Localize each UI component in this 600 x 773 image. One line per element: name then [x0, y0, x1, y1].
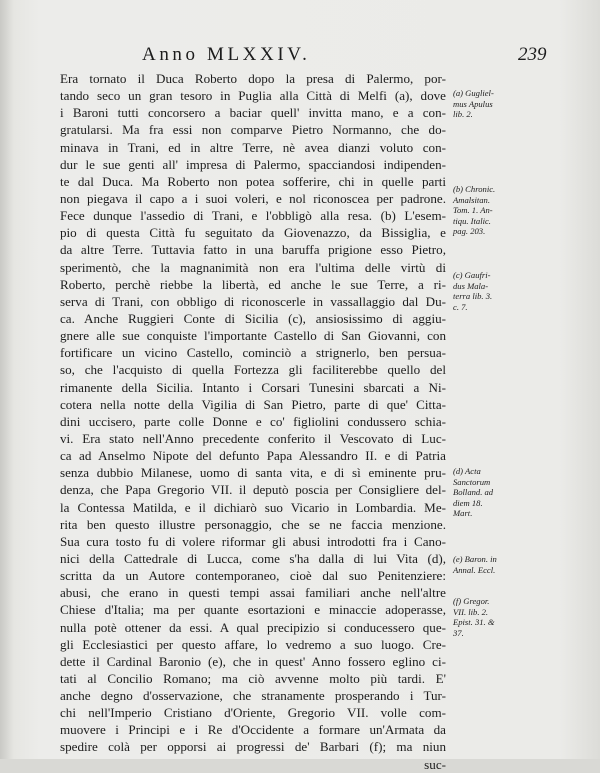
margin-note-line: 37. [453, 627, 464, 638]
margin-note [453, 270, 503, 312]
margin-note-line: (f) Gregor. [453, 596, 490, 606]
text-line: nulla potè ottener da essi. A qual precipizio si conducessero que- [60, 619, 446, 635]
text-line: denza, che Papa Gregorio VII. il deputò poscia per Consigliere del- [60, 482, 446, 498]
margin-note-line: lib. 2. [453, 109, 473, 120]
margin-note-line: VII. lib. 2. [453, 606, 489, 617]
text-line: vi. Era stato nell'Anno precedente conferito il Vescovato di Luc- [60, 430, 446, 446]
text-line: gli Ecclesiastici per questo affare, lo vedremo a suo luogo. Cre- [60, 636, 446, 652]
text-line: rimanente della Sicilia. Intanto i Corsari Tunesini sbarcati a Ni- [60, 379, 446, 395]
text-line: Fece dunque l'assedio di Trani, e l'obbligò alla resa. (b) L'esem- [60, 208, 446, 224]
margin-note-line: Epist. 31. & [453, 617, 495, 628]
text-line: la Contessa Matilda, e il dichiarò suo Vicario in Lombardia. Me- [60, 499, 446, 515]
margin-note [453, 88, 503, 120]
text-line: dur le sue genti all' impresa di Palermo, spacciandosi indipenden- [60, 156, 446, 172]
text-line: suc- [424, 756, 446, 772]
text-line: tando seco un gran tesoro in Puglia alla Città di Melfi (a), dove [60, 88, 446, 104]
margin-note-line: Tom. 1. An- [453, 205, 493, 216]
text-line: nici della Cattedrale di Lucca, come s'ha dalla di lui Vita (d), [60, 550, 446, 566]
text-line: dini uccisero, parte colle Donne e co' figliolini condussero schia- [60, 413, 446, 429]
text-line: pio di questa Città fu seguitato da Giovenazzo, da Bissiglia, e [60, 225, 446, 241]
margin-note-line: Mart. [453, 508, 473, 519]
margin-note-line: mus Apulus [453, 98, 493, 109]
text-line: minava in Trani, ed in altre Terre, nè avea dianzi voluto con- [60, 139, 446, 155]
text-line: senza dubbio Milanese, uomo di santa vita, e di sì eminente pru- [60, 465, 446, 481]
text-line: scritta da un Autore contemporaneo, cioè dal suo Penitenziere: [60, 568, 446, 584]
margin-note-line: (c) Gaufri- [453, 270, 491, 280]
text-line: Era tornato il Duca Roberto dopo la presa di Palermo, por- [60, 71, 446, 86]
margin-note-line: Bolland. ad [453, 487, 494, 498]
text-line: Chiese d'Italia; ma per quante esortazioni e minaccie adoperasse, [60, 602, 446, 618]
text-line: i Baroni tutti concorsero a baciar quell' invitta mano, e a con- [60, 105, 446, 121]
text-line: cotera nella notte della Vigilia di San Pietro, parte di que' Citta- [60, 396, 446, 412]
text-line: spedire colà per opporsi ai progressi de' Barbari (f); ma niun [60, 739, 446, 755]
text-line: Roberto, perchè riebbe la libertà, ed anche le sue Terre, a ri- [60, 276, 446, 292]
margin-note-line: Annal. Eccl. [453, 564, 496, 575]
margin-note-line: c. 7. [453, 301, 468, 312]
margin-note-line: (e) Baron. in [453, 554, 497, 564]
text-line: sperimentò, che la magnanimità non era l'ultima delle virtù di [60, 259, 446, 275]
text-line: Sua cura tosto fu di volere riformar gli abusi introdotti fra i Cano- [60, 533, 446, 549]
margin-note-line: tiqu. Italic. [453, 215, 491, 226]
running-title: Anno MLXXIV. [142, 44, 311, 65]
margin-note-line: diem 18. [453, 497, 483, 508]
text-line: non piegava il capo a i suoi voleri, e nol riconoscea per padrone. [60, 190, 446, 206]
text-line: muovere i Principi e i Re d'Occidente a formare un'Armata da [60, 722, 446, 738]
text-line: ca. Anche Ruggieri Conte di Sicilia (c), ansiosissimo di aggiu- [60, 310, 446, 326]
text-line: so, che l'acquisto di quella Fortezza gli faciliterebbe quello del [60, 362, 446, 378]
text-line: abusi, che erano in questi tempi assai familiari anche nell'altre [60, 585, 446, 601]
margin-note [453, 554, 503, 575]
text-line: ca ad Anselmo Nipote del defunto Papa Alessandro II. e di Patria [60, 448, 446, 464]
margin-note [453, 596, 503, 638]
text-line: rita ben questo illustre personaggio, che se ne faccia menzione. [60, 516, 446, 532]
margin-note-line: Amalsitan. [453, 194, 491, 205]
text-line: da altre Terre. Tuttavia fatto in una baruffa prigione esso Pietro, [60, 242, 446, 258]
margin-note-line: terra lib. 3. [453, 291, 493, 302]
margin-note-line: dus Mala- [453, 280, 489, 291]
margin-note-line: pag. 203. [453, 226, 486, 237]
text-line: dette il Cardinal Baronio (e), che in quest' Anno fossero eglino ci- [60, 653, 446, 669]
margin-note-line: (d) Acta [453, 466, 481, 476]
text-line: fortificare un vicino Castello, cominciò a strignerlo, ben persua- [60, 345, 446, 361]
text-line: anche degno d'osservazione, che stranamente prosperando i Tur- [60, 688, 446, 704]
page-number: 239 [518, 44, 547, 65]
text-line: gratularsi. Ma fra essi non comparve Pietro Normanno, che do- [60, 122, 446, 138]
text-line: te dal Duca. Ma Roberto non potea sofferire, chi in quelle parti [60, 173, 446, 189]
margin-note [453, 184, 503, 237]
text-line: chi nell'Imperio Cristiano d'Oriente, Gregorio VII. volle com- [60, 705, 446, 721]
margin-note-line: (b) Chronic. [453, 184, 496, 194]
text-line: gnere alle sue conquiste l'importante Castello di San Giovanni, con [60, 328, 446, 344]
text-line: tati al Concilio Romano; ma ciò avvenne molto più tardi. E' [60, 670, 446, 686]
text-line: serva di Trani, con obbligo di riconoscerle in vassallaggio dal Du- [60, 293, 446, 309]
margin-note [453, 466, 503, 519]
margin-note-line: (a) Gugliel- [453, 88, 494, 98]
margin-note-line: Sanctorum [453, 476, 491, 487]
